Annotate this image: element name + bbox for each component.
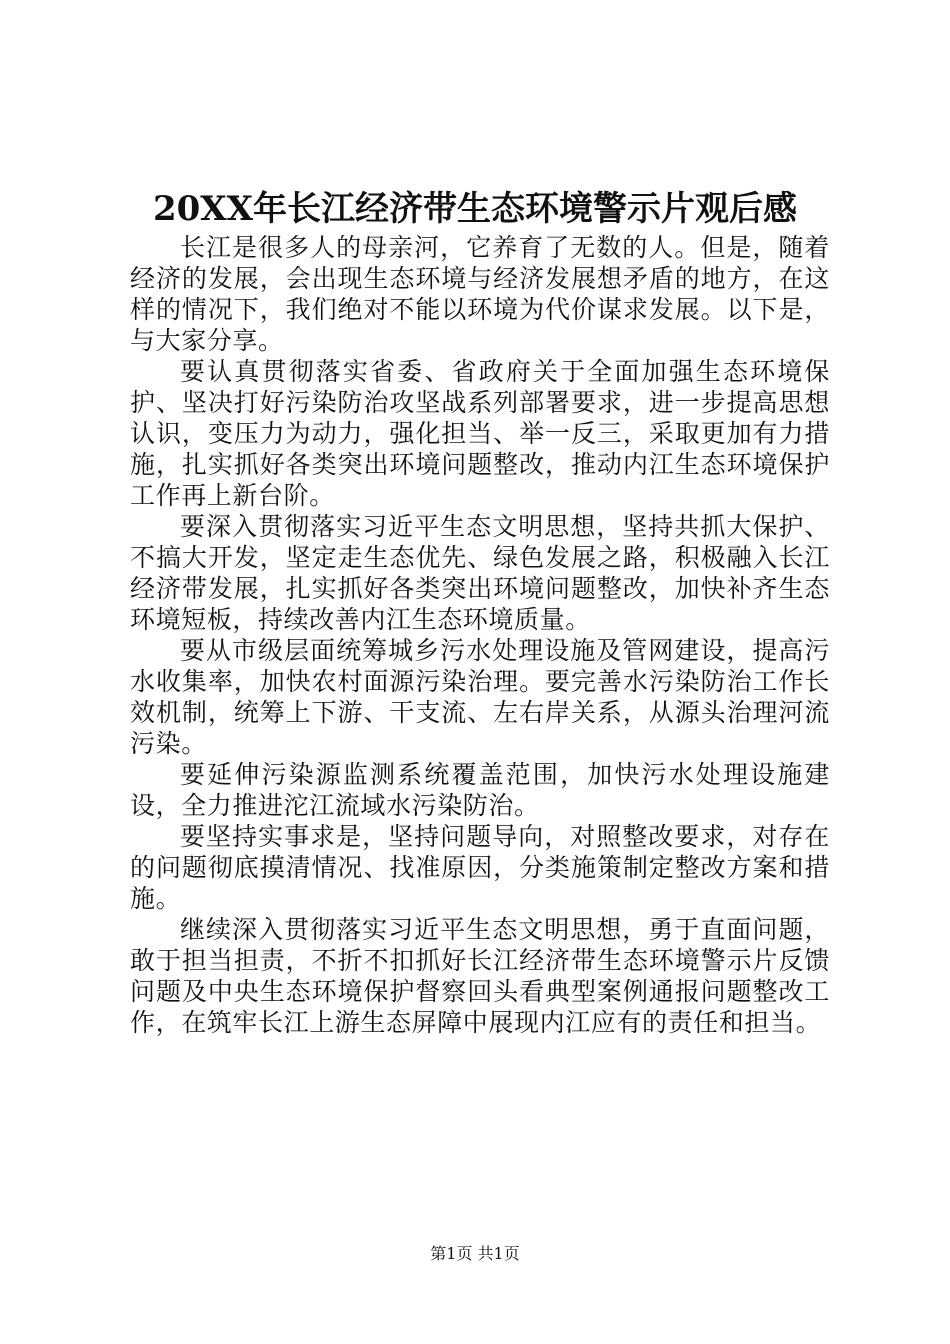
paragraph-7: 继续深入贯彻落实习近平生态文明思想，勇于直面问题，敢于担当担责，不折不扣抓好长江经济带生态环境警示片反馈问题及中央生态环境保护督察回头看典型案例通报问题整改工作，在筑牢长江上游生态屏障中展现内江应有的责任和担当。 <box>130 915 830 1037</box>
paragraph-1: 长江是很多人的母亲河，它养育了无数的人。但是，随着经济的发展，会出现生态环境与经济发展想矛盾的地方，在这样的情况下，我们绝对不能以环境为代价谋求发展。以下是，与大家分享。 <box>130 233 830 355</box>
paragraph-2: 要认真贯彻落实省委、省政府关于全面加强生态环境保护、坚决打好污染防治攻坚战系列部署要求，进一步提高思想认识，变压力为动力，强化担当、举一反三，采取更加有力措施，扎实抓好各类突出环境问题整改，推动内江生态环境保护工作再上新台阶。 <box>130 357 830 510</box>
paragraph-3: 要深入贯彻落实习近平生态文明思想，坚持共抓大保护、不搞大开发，坚定走生态优先、绿色发展之路，积极融入长江经济带发展，扎实抓好各类突出环境问题整改，加快补齐生态环境短板，持续改善内江生态环境质量。 <box>130 512 830 634</box>
paragraph-5: 要延伸污染源监测系统覆盖范围，加快污水处理设施建设，全力推进沱江流域水污染防治。 <box>130 760 830 820</box>
paragraph-6: 要坚持实事求是，坚持问题导向，对照整改要求，对存在的问题彻底摸清情况、找准原因，分类施策制定整改方案和措施。 <box>130 822 830 913</box>
document-body <box>130 232 830 1038</box>
page-footer: 第1页 共1页 <box>430 1244 520 1263</box>
paragraph-4: 要从市级层面统筹城乡污水处理设施及管网建设，提高污水收集率，加快农村面源污染治理。要完善水污染防治工作长效机制，统筹上下游、干支流、左右岸关系，从源头治理河流污染。 <box>130 636 830 758</box>
document-title: 20XX年长江经济带生态环境警示片观后感 <box>152 189 798 229</box>
